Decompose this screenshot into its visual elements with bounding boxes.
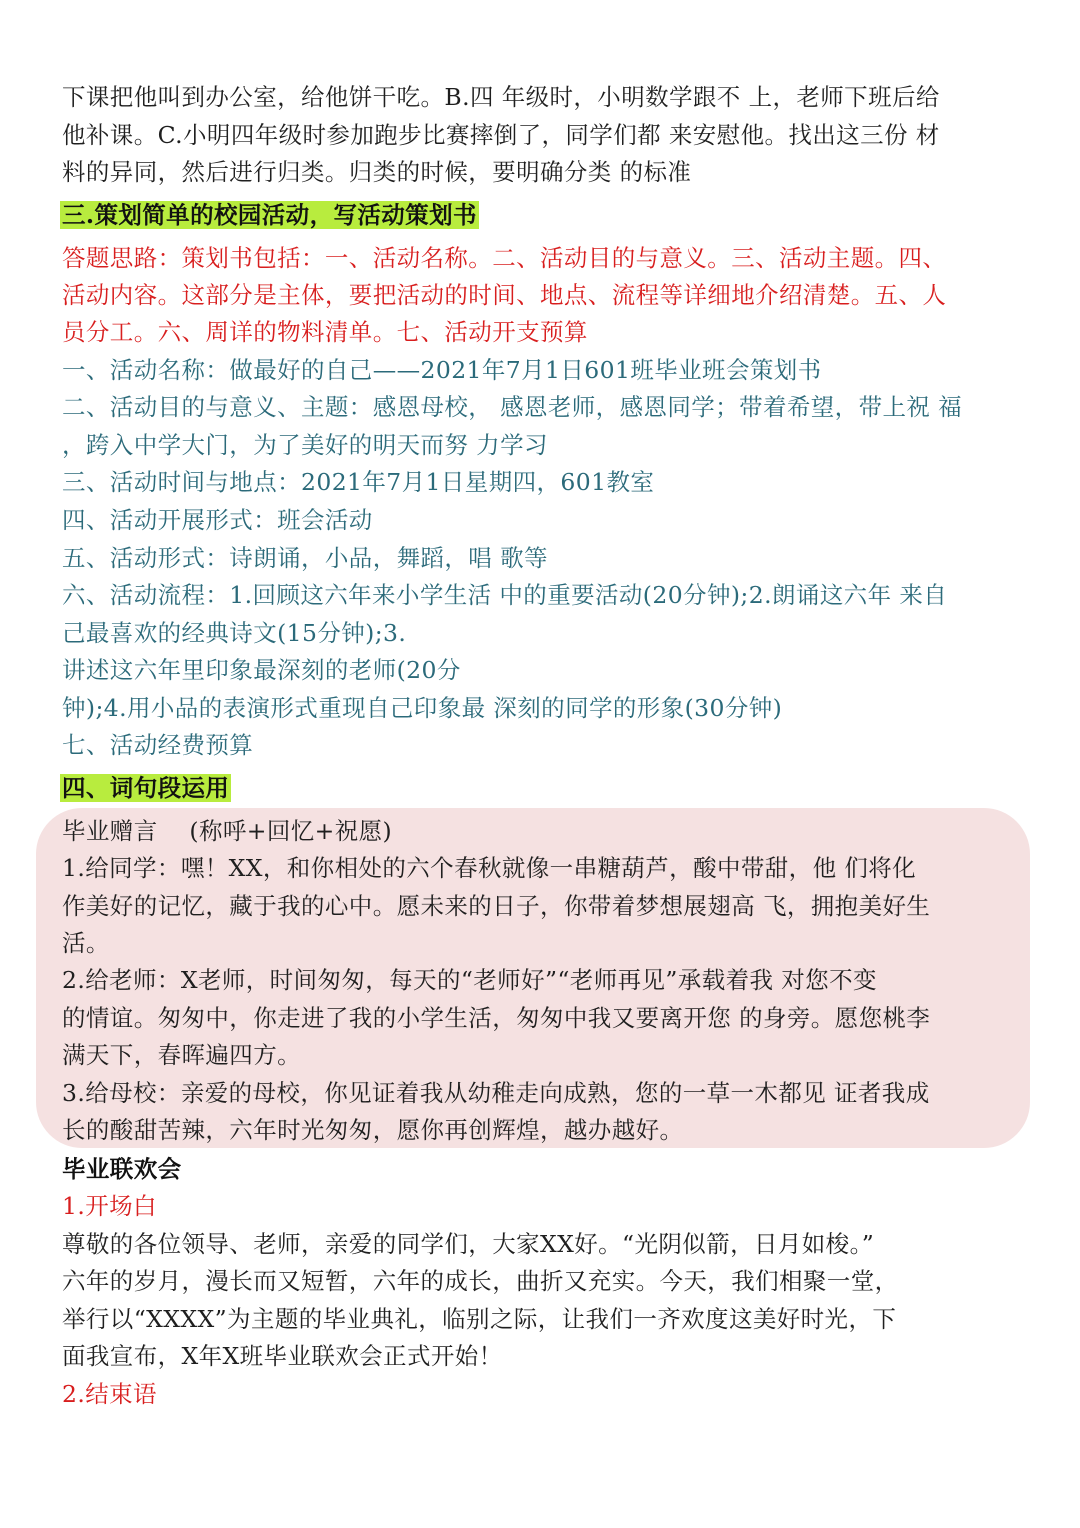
party-heading: 毕业联欢会 [62, 1155, 182, 1183]
plan-line: ，跨入中学大门，为了美好的明天而努 力学习 [62, 431, 548, 459]
opening-line: 面我宣布，X年X班毕业联欢会正式开始！ [62, 1342, 503, 1370]
box-line: 2.给老师：X老师，时间匆匆，每天的“老师好”“老师再见”承载着我 对您不变 [62, 966, 877, 994]
intro-line: 料的异同，然后进行归类。归类的时候，要明确分类 的标准 [62, 158, 692, 186]
plan-line: 六、活动流程：1.回顾这六年来小学生活 中的重要活动(20分钟);2.朗诵这六年 来自 [62, 581, 948, 609]
section-4-heading [62, 770, 231, 806]
plan-line: 四、活动开展形式：班会活动 [62, 506, 373, 534]
intro-line: 下课把他叫到办公室，给他饼干吃。B.四 年级时，小明数学跟不 上，老师下班后给 [62, 83, 940, 111]
intro-line: 他补课。C.小明四年级时参加跑步比赛摔倒了，同学们都 来安慰他。找出这三份 材 [62, 121, 940, 149]
opening-line: 尊敬的各位领导、老师，亲爱的同学们，大家XX好。“光阴似箭，日月如梭。” [62, 1230, 875, 1258]
closing-label: 2.结束语 [62, 1380, 157, 1408]
box-line: 1.给同学：嘿！XX，和你相处的六个春秋就像一串糖葫芦，酸中带甜，他 们将化 [62, 854, 917, 882]
plan-line: 五、活动形式：诗朗诵，小品，舞蹈，唱 歌等 [62, 544, 548, 572]
plan-line: 己最喜欢的经典诗文(15分钟);3. [62, 619, 407, 647]
plan-line: 二、活动目的与意义、主题：感恩母校， 感恩老师，感恩同学；带着希望，带上祝 福 [62, 393, 963, 421]
section-4-heading-text: 四、词句段运用 [62, 774, 230, 802]
box-line: 3.给母校：亲爱的母校，你见证着我从幼稚走向成熟，您的一草一木都见 证者我成 [62, 1079, 930, 1107]
box-line: 活。 [62, 929, 110, 957]
tips-line: 员分工。六、周详的物料清单。七、活动开支预算 [62, 318, 588, 346]
tips-line: 答题思路：策划书包括：一、活动名称。二、活动目的与意义。三、活动主题。四、 [62, 244, 947, 272]
box-line: 作美好的记忆，藏于我的心中。愿未来的日子，你带着梦想展翅高 飞，拥抱美好生 [62, 892, 931, 920]
plan-line: 七、活动经费预算 [62, 731, 254, 759]
plan-line: 钟);4.用小品的表演形式重现自己印象最 深刻的同学的形象(30分钟) [62, 694, 783, 722]
opening-label: 1.开场白 [62, 1192, 157, 1220]
section-3-heading-text: 三.策划简单的校园活动，写活动策划书 [62, 201, 477, 229]
opening-line: 举行以“XXXX”为主题的毕业典礼，临别之际，让我们一齐欢度这美好时光，下 [62, 1305, 897, 1333]
section-3-heading [62, 197, 479, 233]
box-line: 满天下，春晖遍四方。 [62, 1041, 301, 1069]
box-line: 毕业赠言 (称呼+回忆+祝愿) [62, 817, 393, 845]
opening-line: 六年的岁月，漫长而又短暂，六年的成长，曲折又充实。今天，我们相聚一堂， [62, 1267, 899, 1295]
tips-line: 活动内容。这部分是主体，要把活动的时间、地点、流程等详细地介绍清楚。五、人 [62, 281, 947, 309]
box-line: 长的酸甜苦辣，六年时光匆匆，愿你再创辉煌，越办越好。 [62, 1116, 684, 1144]
plan-line: 一、活动名称：做最好的自己——2021年7月1日601班毕业班会策划书 [62, 356, 822, 384]
box-line: 的情谊。匆匆中，你走进了我的小学生活，匆匆中我又要离开您 的身旁。愿您桃李 [62, 1004, 931, 1032]
plan-line: 三、活动时间与地点：2021年7月1日星期四，601教室 [62, 468, 655, 496]
plan-line: 讲述这六年里印象最深刻的老师(20分 [62, 656, 461, 684]
